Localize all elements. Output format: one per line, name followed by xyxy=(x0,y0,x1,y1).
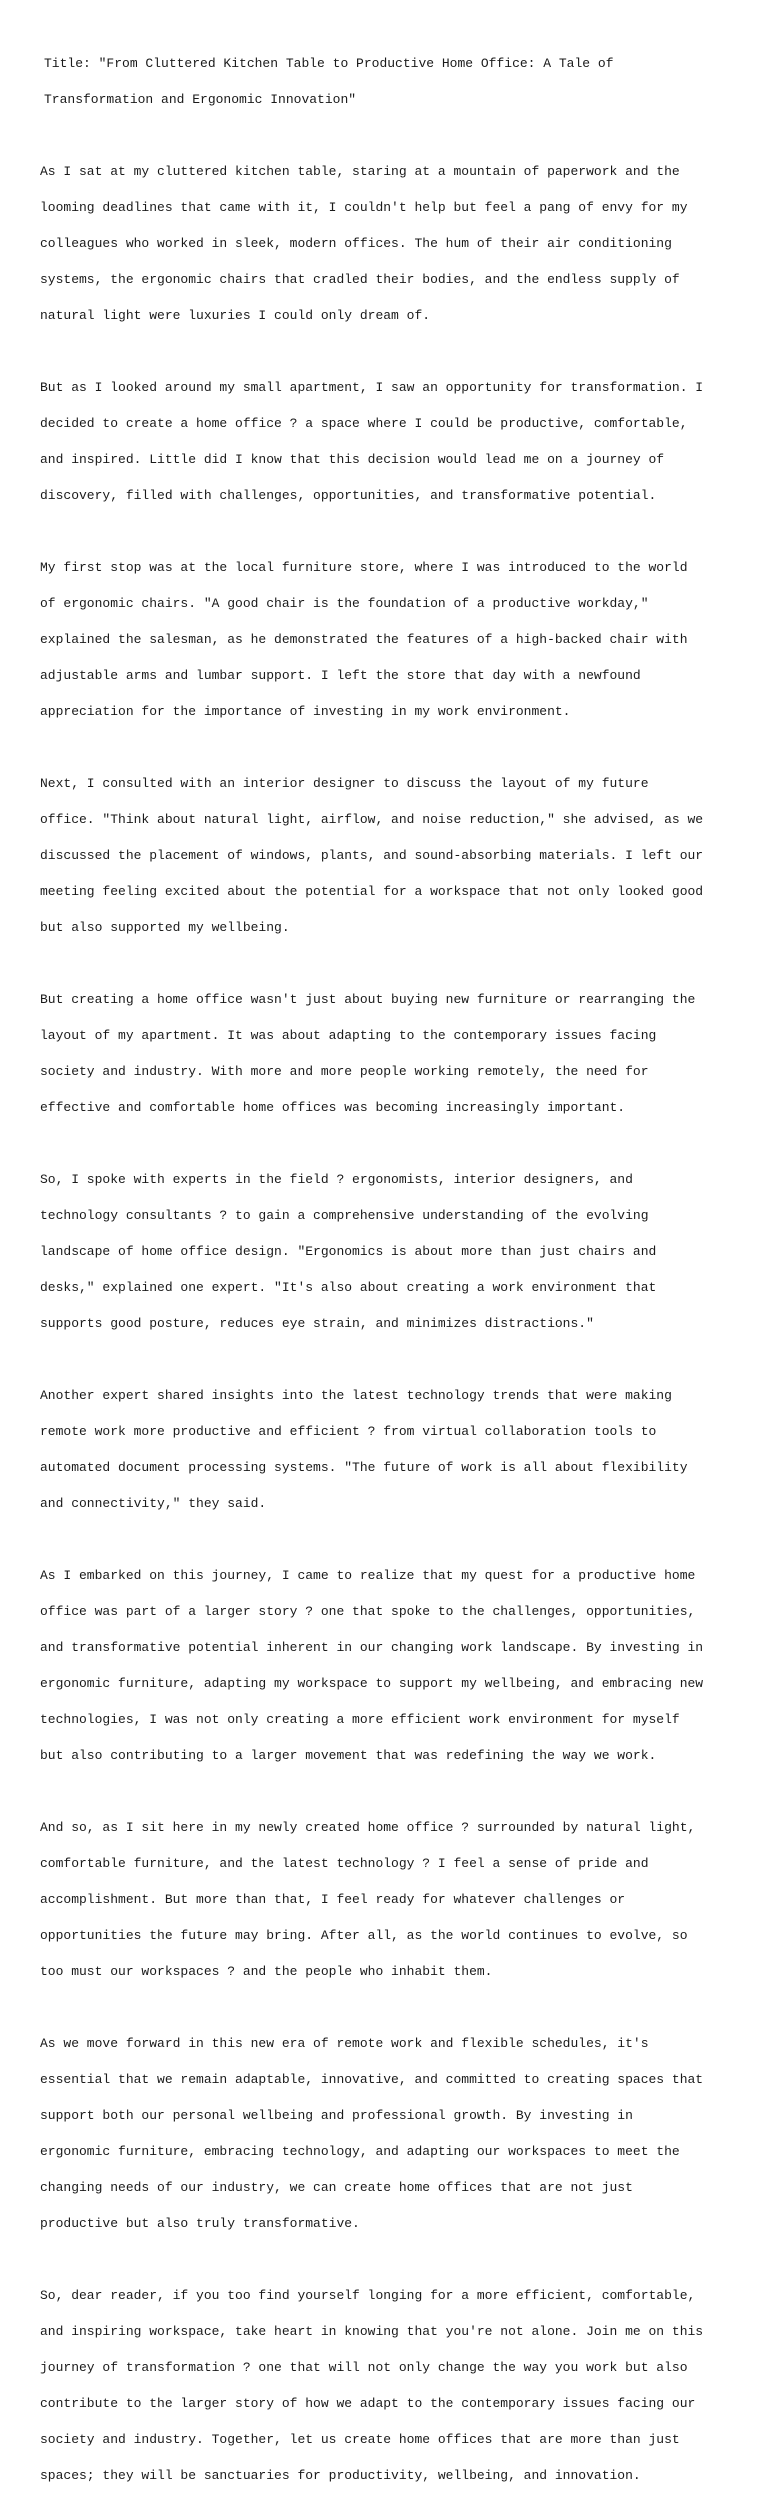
text-line: opportunities the future may bring. After all, as the world continues to evolve, so xyxy=(40,1928,688,1943)
text-line: decided to create a home office ? a space where I could be productive, comfortable, xyxy=(40,416,688,431)
text-line: society and industry. With more and more people working remotely, the need for xyxy=(40,1064,649,1079)
paragraph xyxy=(40,754,740,958)
text-line: layout of my apartment. It was about adapting to the contemporary issues facing xyxy=(40,1028,657,1043)
text-line: but also contributing to a larger movement that was redefining the way we work. xyxy=(40,1748,657,1763)
text-line: spaces; they will be sanctuaries for productivity, wellbeing, and innovation. xyxy=(40,2468,641,2483)
text-line: looming deadlines that came with it, I couldn't help but feel a pang of envy for my xyxy=(40,200,688,215)
paragraph xyxy=(40,142,740,346)
text-line: adjustable arms and lumbar support. I left the store that day with a newfound xyxy=(40,668,641,683)
document-title xyxy=(40,34,740,130)
text-line: productive but also truly transformative. xyxy=(40,2216,360,2231)
text-line: essential that we remain adaptable, innovative, and committed to creating spaces that xyxy=(40,2072,704,2087)
text-line: too must our workspaces ? and the people who inhabit them. xyxy=(40,1964,493,1979)
text-line: desks," explained one expert. "It's also about creating a work environment that xyxy=(40,1280,657,1295)
text-line: remote work more productive and efficient ? from virtual collaboration tools to xyxy=(40,1424,657,1439)
text-line: systems, the ergonomic chairs that cradled their bodies, and the endless supply of xyxy=(40,272,680,287)
text-line: discussed the placement of windows, plants, and sound-absorbing materials. I left our xyxy=(40,848,704,863)
text-line: discovery, filled with challenges, opportunities, and transformative potential. xyxy=(40,488,657,503)
text-line: effective and comfortable home offices was becoming increasingly important. xyxy=(40,1100,626,1115)
text-line: and inspired. Little did I know that this decision would lead me on a journey of xyxy=(40,452,665,467)
text-line: support both our personal wellbeing and professional growth. By investing in xyxy=(40,2108,633,2123)
paragraph xyxy=(40,358,740,526)
paragraph xyxy=(40,1798,740,2002)
text-line: As we move forward in this new era of remote work and flexible schedules, it's xyxy=(40,2036,649,2051)
text-line: office. "Think about natural light, airflow, and noise reduction," she advised, as we xyxy=(40,812,704,827)
text-line: So, dear reader, if you too find yourself longing for a more efficient, comfortable, xyxy=(40,2288,696,2303)
text-line: meeting feeling excited about the potential for a workspace that not only looked good xyxy=(40,884,704,899)
paragraph xyxy=(40,1546,740,1786)
text-line: explained the salesman, as he demonstrated the features of a high-backed chair with xyxy=(40,632,688,647)
paragraph xyxy=(40,1150,740,1354)
text-line: of ergonomic chairs. "A good chair is the foundation of a productive workday," xyxy=(40,596,649,611)
text-line: Another expert shared insights into the latest technology trends that were making xyxy=(40,1388,672,1403)
text-line: and transformative potential inherent in our changing work landscape. By investing in xyxy=(40,1640,704,1655)
text-line: automated document processing systems. "The future of work is all about flexibility xyxy=(40,1460,688,1475)
paragraph xyxy=(40,2014,740,2254)
text-line: journey of transformation ? one that will not only change the way you work but also xyxy=(40,2360,688,2375)
paragraph xyxy=(40,1366,740,1534)
text-line: and connectivity," they said. xyxy=(40,1496,267,1511)
text-line: technology consultants ? to gain a comprehensive understanding of the evolving xyxy=(40,1208,649,1223)
text-line: office was part of a larger story ? one that spoke to the challenges, opportunities, xyxy=(40,1604,696,1619)
text-line: As I embarked on this journey, I came to realize that my quest for a productive home xyxy=(40,1568,696,1583)
document-body xyxy=(40,34,740,2518)
text-line: So, I spoke with experts in the field ? ergonomists, interior designers, and xyxy=(40,1172,633,1187)
paragraph xyxy=(40,538,740,742)
text-line: society and industry. Together, let us create home offices that are more than just xyxy=(40,2432,680,2447)
text-line: Next, I consulted with an interior designer to discuss the layout of my future xyxy=(40,776,649,791)
text-line: My first stop was at the local furniture store, where I was introduced to the world xyxy=(40,560,688,575)
text-line: comfortable furniture, and the latest technology ? I feel a sense of pride and xyxy=(40,1856,649,1871)
text-line: natural light were luxuries I could only dream of. xyxy=(40,308,431,323)
text-line: colleagues who worked in sleek, modern offices. The hum of their air conditioning xyxy=(40,236,672,251)
text-line: And so, as I sit here in my newly created home office ? surrounded by natural light, xyxy=(40,1820,696,1835)
text-line: landscape of home office design. "Ergonomics is about more than just chairs and xyxy=(40,1244,657,1259)
paragraph xyxy=(40,2266,740,2506)
text-line: As I sat at my cluttered kitchen table, staring at a mountain of paperwork and the xyxy=(40,164,680,179)
text-line: appreciation for the importance of investing in my work environment. xyxy=(40,704,571,719)
text-line: contribute to the larger story of how we adapt to the contemporary issues facing our xyxy=(40,2396,696,2411)
text-line: But as I looked around my small apartment, I saw an opportunity for transformation. I xyxy=(40,380,704,395)
text-line: changing needs of our industry, we can create home offices that are not just xyxy=(40,2180,633,2195)
title-line: Transformation and Ergonomic Innovation" xyxy=(44,92,357,107)
text-line: But creating a home office wasn't just about buying new furniture or rearranging the xyxy=(40,992,696,1007)
text-line: accomplishment. But more than that, I feel ready for whatever challenges or xyxy=(40,1892,626,1907)
text-line: but also supported my wellbeing. xyxy=(40,920,290,935)
paragraph xyxy=(40,970,740,1138)
title-line: Title: "From Cluttered Kitchen Table to Productive Home Office: A Tale of xyxy=(44,56,614,71)
text-line: ergonomic furniture, embracing technology, and adapting our workspaces to meet the xyxy=(40,2144,680,2159)
text-line: technologies, I was not only creating a more efficient work environment for myself xyxy=(40,1712,680,1727)
text-line: supports good posture, reduces eye strain, and minimizes distractions." xyxy=(40,1316,594,1331)
text-line: ergonomic furniture, adapting my workspace to support my wellbeing, and embracing new xyxy=(40,1676,704,1691)
text-line: and inspiring workspace, take heart in knowing that you're not alone. Join me on this xyxy=(40,2324,704,2339)
